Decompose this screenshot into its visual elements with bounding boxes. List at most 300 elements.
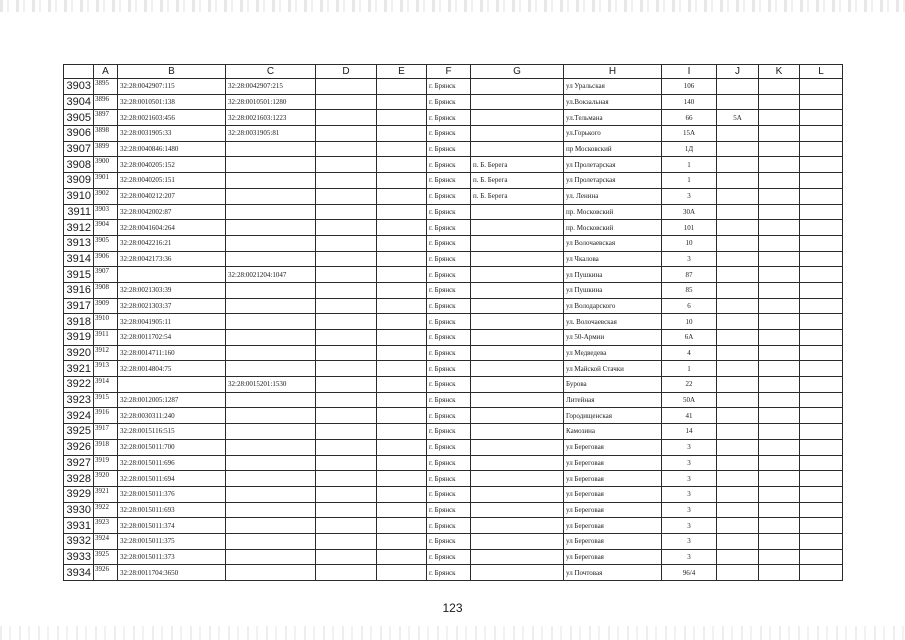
table-row	[64, 157, 843, 173]
page-number: 123	[442, 601, 463, 615]
table-row	[64, 110, 843, 126]
cell-c	[226, 314, 316, 330]
row-number: 3922	[64, 377, 94, 393]
cell-i: 14	[662, 424, 717, 440]
cell-f: г. Брянск	[427, 471, 471, 487]
cell-f: г. Брянск	[427, 188, 471, 204]
cell-l	[800, 235, 843, 251]
row-number: 3923	[64, 392, 94, 408]
cell-a: 3903	[94, 204, 118, 220]
row-number: 3921	[64, 361, 94, 377]
cell-i: 3	[662, 188, 717, 204]
cell-e	[377, 314, 427, 330]
cell-l	[800, 330, 843, 346]
row-number: 3925	[64, 424, 94, 440]
row-number: 3917	[64, 298, 94, 314]
cell-e	[377, 267, 427, 283]
cell-b: 32:28:0021303:39	[118, 282, 226, 298]
cell-l	[800, 314, 843, 330]
cell-g	[471, 377, 564, 393]
cell-l	[800, 392, 843, 408]
cell-b: 32:28:0015011:373	[118, 549, 226, 565]
cell-c	[226, 220, 316, 236]
cell-a: 3895	[94, 79, 118, 95]
row-number: 3906	[64, 126, 94, 142]
cell-h: ул Береговая	[564, 471, 662, 487]
cell-f: г. Брянск	[427, 424, 471, 440]
cell-h: ул Пушкина	[564, 282, 662, 298]
cell-b: 32:28:0011702:54	[118, 330, 226, 346]
cell-c: 32:28:0042907:215	[226, 79, 316, 95]
cell-e	[377, 455, 427, 471]
cell-j	[717, 424, 759, 440]
cell-l	[800, 267, 843, 283]
cell-k	[759, 251, 800, 267]
cell-d	[316, 220, 377, 236]
cell-f: г. Брянск	[427, 565, 471, 581]
row-number: 3913	[64, 235, 94, 251]
row-number: 3905	[64, 110, 94, 126]
cell-b: 32:28:0012005:1287	[118, 392, 226, 408]
cell-g	[471, 549, 564, 565]
cell-j	[717, 455, 759, 471]
row-number: 3931	[64, 518, 94, 534]
cell-d	[316, 549, 377, 565]
cell-h: ул Пролетарская	[564, 157, 662, 173]
table-row	[64, 377, 843, 393]
cell-g: п. Б. Берега	[471, 157, 564, 173]
cell-f: г. Брянск	[427, 533, 471, 549]
cell-g	[471, 267, 564, 283]
cell-c: 32:28:0010501:1280	[226, 94, 316, 110]
table-row	[64, 565, 843, 581]
cell-l	[800, 533, 843, 549]
cell-g	[471, 471, 564, 487]
table-row	[64, 549, 843, 565]
cell-e	[377, 518, 427, 534]
cell-j	[717, 157, 759, 173]
cell-e	[377, 298, 427, 314]
cell-b	[118, 377, 226, 393]
cell-c	[226, 157, 316, 173]
row-number: 3915	[64, 267, 94, 283]
cell-b: 32:28:0040205:151	[118, 173, 226, 189]
cell-c	[226, 251, 316, 267]
row-number: 3927	[64, 455, 94, 471]
table-row	[64, 392, 843, 408]
cell-e	[377, 79, 427, 95]
row-number: 3903	[64, 79, 94, 95]
cell-b: 32:28:0015011:376	[118, 486, 226, 502]
cell-a: 3896	[94, 94, 118, 110]
cell-b: 32:28:0042173:36	[118, 251, 226, 267]
cell-i: 3	[662, 549, 717, 565]
cell-l	[800, 518, 843, 534]
cell-d	[316, 486, 377, 502]
cell-g	[471, 235, 564, 251]
cell-l	[800, 282, 843, 298]
cell-e	[377, 157, 427, 173]
cell-f: г. Брянск	[427, 377, 471, 393]
cell-l	[800, 173, 843, 189]
cell-e	[377, 204, 427, 220]
row-number: 3909	[64, 173, 94, 189]
cell-g	[471, 502, 564, 518]
cell-b: 32:28:0015116:515	[118, 424, 226, 440]
cell-j	[717, 282, 759, 298]
cell-i: 3	[662, 251, 717, 267]
cell-f: г. Брянск	[427, 141, 471, 157]
cell-l	[800, 220, 843, 236]
row-number: 3930	[64, 502, 94, 518]
cell-f: г. Брянск	[427, 126, 471, 142]
cell-d	[316, 94, 377, 110]
cell-c	[226, 345, 316, 361]
cell-h: ул Береговая	[564, 439, 662, 455]
cell-f: г. Брянск	[427, 282, 471, 298]
cell-i: 3	[662, 502, 717, 518]
cell-j	[717, 549, 759, 565]
cell-h: ул Береговая	[564, 502, 662, 518]
cell-h: пр Московский	[564, 141, 662, 157]
cell-g: п. Б. Берега	[471, 188, 564, 204]
cell-j	[717, 126, 759, 142]
cell-b: 32:28:0040846:1480	[118, 141, 226, 157]
cell-g	[471, 518, 564, 534]
cell-f: г. Брянск	[427, 392, 471, 408]
column-header-c: C	[226, 65, 316, 79]
cell-f: г. Брянск	[427, 361, 471, 377]
cell-h: Городищенская	[564, 408, 662, 424]
cell-k	[759, 518, 800, 534]
cell-e	[377, 502, 427, 518]
cell-b: 32:28:0030311:240	[118, 408, 226, 424]
cell-d	[316, 173, 377, 189]
cell-d	[316, 79, 377, 95]
cell-h: ул.Горького	[564, 126, 662, 142]
cell-j	[717, 471, 759, 487]
cell-d	[316, 235, 377, 251]
cell-i: 1	[662, 157, 717, 173]
cell-c	[226, 439, 316, 455]
cell-d	[316, 204, 377, 220]
cell-i: 15А	[662, 126, 717, 142]
cell-i: 101	[662, 220, 717, 236]
cell-j	[717, 361, 759, 377]
cell-h: ул Береговая	[564, 518, 662, 534]
cell-b: 32:28:0042907:115	[118, 79, 226, 95]
table-row	[64, 424, 843, 440]
table-row	[64, 518, 843, 534]
cell-d	[316, 424, 377, 440]
cell-a: 3912	[94, 345, 118, 361]
cell-j	[717, 251, 759, 267]
row-number: 3911	[64, 204, 94, 220]
row-number: 3916	[64, 282, 94, 298]
cell-c	[226, 282, 316, 298]
cell-a: 3924	[94, 533, 118, 549]
cell-c	[226, 518, 316, 534]
column-header-f: F	[427, 65, 471, 79]
cell-f: г. Брянск	[427, 204, 471, 220]
cell-c	[226, 361, 316, 377]
cell-k	[759, 110, 800, 126]
cell-d	[316, 298, 377, 314]
cell-a: 3922	[94, 502, 118, 518]
table-row	[64, 502, 843, 518]
cell-e	[377, 549, 427, 565]
cell-l	[800, 141, 843, 157]
cell-c	[226, 173, 316, 189]
cell-h: Бурова	[564, 377, 662, 393]
cell-e	[377, 486, 427, 502]
cell-h: ул Майской Стачки	[564, 361, 662, 377]
table-row	[64, 345, 843, 361]
cell-b: 32:28:0015011:696	[118, 455, 226, 471]
row-number: 3907	[64, 141, 94, 157]
cell-k	[759, 439, 800, 455]
cell-j	[717, 330, 759, 346]
table-row	[64, 298, 843, 314]
cell-a: 3901	[94, 173, 118, 189]
cell-l	[800, 408, 843, 424]
cell-g	[471, 141, 564, 157]
cell-e	[377, 235, 427, 251]
row-number: 3924	[64, 408, 94, 424]
cell-d	[316, 455, 377, 471]
cell-i: 140	[662, 94, 717, 110]
cell-e	[377, 110, 427, 126]
cell-d	[316, 157, 377, 173]
cell-d	[316, 267, 377, 283]
cell-l	[800, 298, 843, 314]
scan-noise-top	[0, 0, 905, 12]
cell-b: 32:28:0042216:21	[118, 235, 226, 251]
cell-h: ул Володарского	[564, 298, 662, 314]
cell-f: г. Брянск	[427, 314, 471, 330]
column-header-b: B	[118, 65, 226, 79]
table-row	[64, 533, 843, 549]
cell-b: 32:28:0015011:693	[118, 502, 226, 518]
cell-i: 6	[662, 298, 717, 314]
cell-j	[717, 314, 759, 330]
cell-g	[471, 298, 564, 314]
cell-d	[316, 330, 377, 346]
cell-e	[377, 361, 427, 377]
table-row	[64, 235, 843, 251]
cell-e	[377, 408, 427, 424]
cell-j	[717, 298, 759, 314]
row-number: 3926	[64, 439, 94, 455]
cell-d	[316, 188, 377, 204]
cell-c: 32:28:0031905:81	[226, 126, 316, 142]
cell-l	[800, 549, 843, 565]
cell-g	[471, 345, 564, 361]
cell-h: пр. Московский	[564, 220, 662, 236]
table-row	[64, 188, 843, 204]
cell-b: 32:28:0015011:700	[118, 439, 226, 455]
cell-a: 3909	[94, 298, 118, 314]
cell-d	[316, 282, 377, 298]
table-row	[64, 141, 843, 157]
cell-i: 66	[662, 110, 717, 126]
cell-j	[717, 392, 759, 408]
cell-d	[316, 565, 377, 581]
cell-f: г. Брянск	[427, 486, 471, 502]
cell-a: 3905	[94, 235, 118, 251]
cell-c	[226, 408, 316, 424]
cell-j	[717, 408, 759, 424]
cell-f: г. Брянск	[427, 157, 471, 173]
cell-b: 32:28:0042002:87	[118, 204, 226, 220]
cell-j	[717, 188, 759, 204]
cell-e	[377, 345, 427, 361]
cell-i: 22	[662, 377, 717, 393]
cell-i: 10	[662, 235, 717, 251]
table-row	[64, 439, 843, 455]
cell-b: 32:28:0014711:160	[118, 345, 226, 361]
row-number: 3928	[64, 471, 94, 487]
cell-l	[800, 377, 843, 393]
cell-f: г. Брянск	[427, 345, 471, 361]
table-row	[64, 220, 843, 236]
table-row	[64, 408, 843, 424]
scan-noise-bottom	[0, 626, 905, 640]
table-row	[64, 267, 843, 283]
cell-j	[717, 94, 759, 110]
cell-a: 3916	[94, 408, 118, 424]
cell-g	[471, 282, 564, 298]
cell-g	[471, 220, 564, 236]
cell-e	[377, 392, 427, 408]
cell-f: г. Брянск	[427, 79, 471, 95]
cell-j	[717, 204, 759, 220]
cell-a: 3919	[94, 455, 118, 471]
cell-k	[759, 126, 800, 142]
cell-d	[316, 110, 377, 126]
cell-e	[377, 330, 427, 346]
cell-j	[717, 220, 759, 236]
cell-l	[800, 565, 843, 581]
cell-f: г. Брянск	[427, 110, 471, 126]
cell-a: 3897	[94, 110, 118, 126]
cell-j	[717, 439, 759, 455]
cell-d	[316, 471, 377, 487]
cell-e	[377, 471, 427, 487]
cell-g	[471, 408, 564, 424]
cell-f: г. Брянск	[427, 518, 471, 534]
cell-k	[759, 377, 800, 393]
cell-j	[717, 267, 759, 283]
cell-d	[316, 377, 377, 393]
cell-h: ул Пролетарская	[564, 173, 662, 189]
cell-i: 1	[662, 361, 717, 377]
cell-i: 1Д	[662, 141, 717, 157]
cell-k	[759, 392, 800, 408]
cell-f: г. Брянск	[427, 235, 471, 251]
column-header-l: L	[800, 65, 843, 79]
cell-l	[800, 345, 843, 361]
cell-l	[800, 94, 843, 110]
cell-a: 3913	[94, 361, 118, 377]
cell-l	[800, 361, 843, 377]
cell-c	[226, 549, 316, 565]
cell-d	[316, 314, 377, 330]
cell-c	[226, 298, 316, 314]
cell-l	[800, 126, 843, 142]
cell-c	[226, 330, 316, 346]
cell-e	[377, 565, 427, 581]
cell-a: 3900	[94, 157, 118, 173]
cell-j	[717, 345, 759, 361]
table-row	[64, 204, 843, 220]
cell-f: г. Брянск	[427, 408, 471, 424]
cell-k	[759, 235, 800, 251]
cell-i: 3	[662, 518, 717, 534]
cell-c	[226, 392, 316, 408]
row-number: 3933	[64, 549, 94, 565]
row-number: 3904	[64, 94, 94, 110]
cell-i: 50А	[662, 392, 717, 408]
cell-l	[800, 424, 843, 440]
cell-h: ул 50-Армии	[564, 330, 662, 346]
cell-b: 32:28:0015011:694	[118, 471, 226, 487]
cell-f: г. Брянск	[427, 549, 471, 565]
cell-g	[471, 392, 564, 408]
cell-e	[377, 188, 427, 204]
cell-c	[226, 486, 316, 502]
row-number: 3932	[64, 533, 94, 549]
cell-g	[471, 424, 564, 440]
cell-j	[717, 141, 759, 157]
cell-h: ул. Ленина	[564, 188, 662, 204]
cell-c	[226, 141, 316, 157]
table-row	[64, 251, 843, 267]
cell-g	[471, 126, 564, 142]
cell-b: 32:28:0011704:3650	[118, 565, 226, 581]
cell-e	[377, 377, 427, 393]
cell-l	[800, 439, 843, 455]
cell-d	[316, 361, 377, 377]
cell-e	[377, 126, 427, 142]
cell-j	[717, 486, 759, 502]
cell-a: 3915	[94, 392, 118, 408]
cell-d	[316, 141, 377, 157]
cell-i: 10	[662, 314, 717, 330]
table-row	[64, 282, 843, 298]
cell-i: 3	[662, 486, 717, 502]
cell-k	[759, 314, 800, 330]
cell-e	[377, 220, 427, 236]
cell-l	[800, 79, 843, 95]
cell-h: ул Береговая	[564, 455, 662, 471]
table-row	[64, 79, 843, 95]
cell-b: 32:28:0041905:11	[118, 314, 226, 330]
cell-e	[377, 282, 427, 298]
cell-a: 3907	[94, 267, 118, 283]
cell-e	[377, 251, 427, 267]
cell-g	[471, 204, 564, 220]
cell-h: ул Почтовая	[564, 565, 662, 581]
cell-c	[226, 565, 316, 581]
cell-i: 1	[662, 173, 717, 189]
cell-c: 32:28:0021603:1223	[226, 110, 316, 126]
cell-b: 32:28:0040212:207	[118, 188, 226, 204]
cell-g	[471, 361, 564, 377]
cell-k	[759, 141, 800, 157]
cell-b: 32:28:0031905:33	[118, 126, 226, 142]
cell-d	[316, 533, 377, 549]
